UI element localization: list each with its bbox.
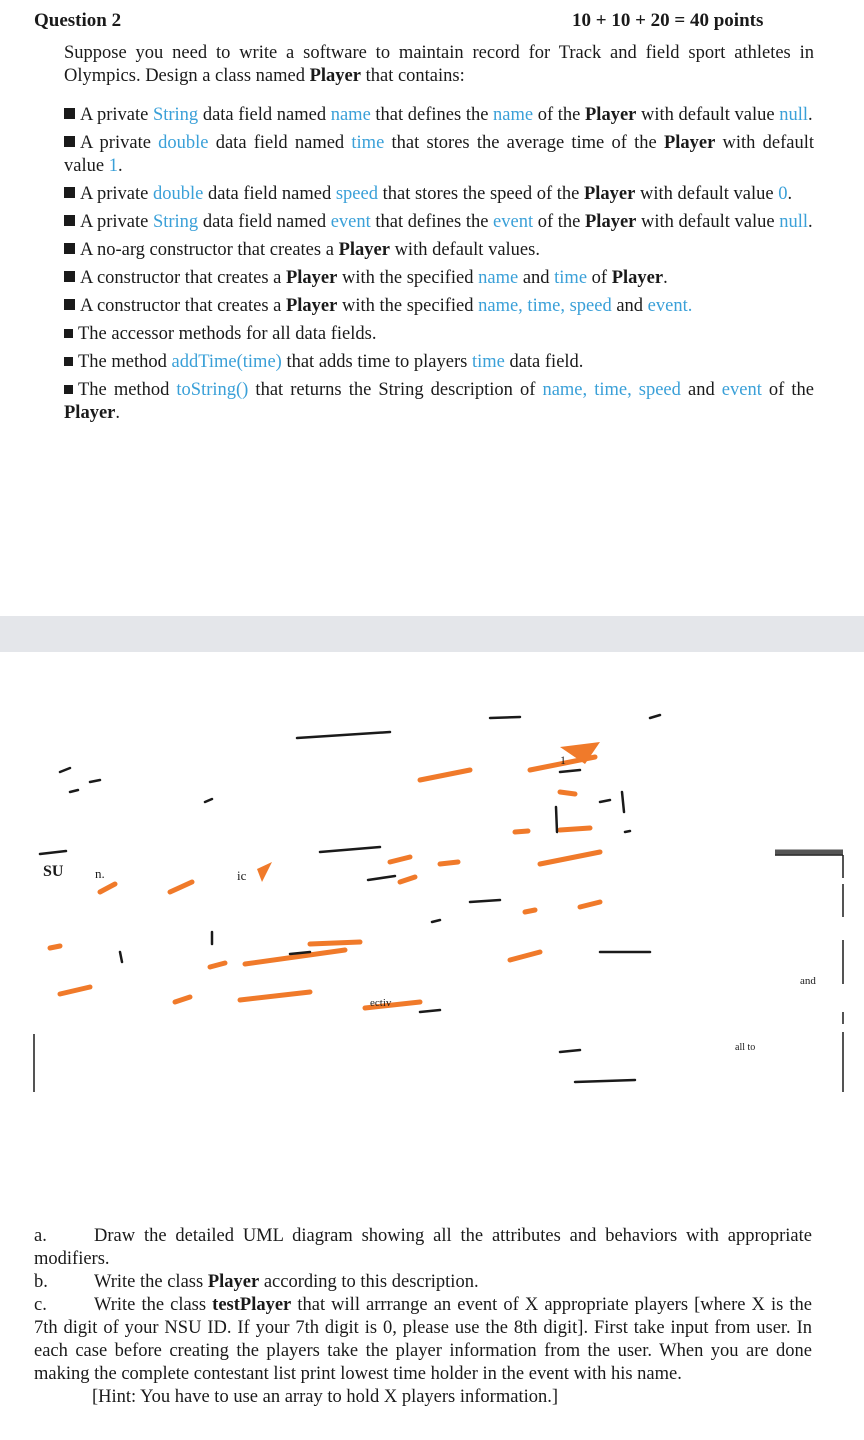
- artifact-text-all-to: all to: [735, 1042, 756, 1053]
- task-parts: [34, 1225, 812, 1409]
- part-a: a. Draw the detailed UML diagram showing all the attributes and behaviors with appropriate modifiers.: [34, 1226, 812, 1269]
- intro-paragraph: Suppose you need to write a software to maintain record for Track and field sport athletes in Olympics. Design a class named Player that contains:: [64, 43, 814, 86]
- part-b: b. Write the class Player according to this description.: [34, 1272, 479, 1292]
- question-title: Question 2: [34, 10, 122, 31]
- list-item: A private double data field named time that stores the average time of the Player with default value 1.: [64, 133, 814, 176]
- hint-text: [Hint: You have to use an array to hold X players information.]: [92, 1387, 559, 1407]
- artifact-text-su: SU: [43, 863, 64, 880]
- list-item: The method toString() that returns the String description of name, time, speed and event of the Player.: [64, 380, 814, 423]
- page-divider: [0, 616, 864, 652]
- list-item: A private String data field named name that defines the name of the Player with default value null.: [64, 104, 814, 127]
- points-breakdown: 10 + 10 + 20 = 40 points: [572, 10, 764, 31]
- artifact-text-ectiv: ectiv: [370, 997, 392, 1009]
- list-item: A constructor that creates a Player with the specified name and time of Player.: [64, 267, 814, 290]
- bullet-square-icon: [64, 329, 73, 338]
- list-item: A private String data field named event that defines the event of the Player with default value null.: [64, 211, 814, 234]
- list-item: The accessor methods for all data fields.: [64, 323, 814, 346]
- bullet-square-icon: [64, 187, 75, 198]
- artifact-text-and: and: [800, 975, 816, 987]
- artifact-text-ic: ic: [237, 868, 247, 883]
- bullet-square-icon: [64, 215, 75, 226]
- requirements-list: [64, 104, 814, 430]
- artifact-text-one: 1: [560, 753, 566, 767]
- bullet-square-icon: [64, 357, 73, 366]
- bullet-square-icon: [64, 108, 75, 119]
- bullet-square-icon: [64, 243, 75, 254]
- list-item: The method addTime(time) that adds time to players time data field.: [64, 351, 814, 374]
- bullet-square-icon: [64, 136, 75, 147]
- bullet-square-icon: [64, 385, 73, 394]
- bullet-square-icon: [64, 299, 75, 310]
- list-item: A constructor that creates a Player with the specified name, time, speed and event.: [64, 295, 814, 318]
- rendering-artifact-region: [0, 652, 864, 1092]
- bullet-square-icon: [64, 271, 75, 282]
- list-item: A private double data field named speed that stores the speed of the Player with default value 0.: [64, 183, 814, 206]
- part-c: c. Write the class testPlayer that will arrrange an event of X appropriate players [where X is the 7th digit of your NSU ID. If your 7th digit is 0, please use the 8th digit]. First take input from user. In each case before creating the players take the player information from the user. When you are done making the complete contestant list print lowest time holder in the event with his name.: [34, 1295, 813, 1384]
- list-item: A no-arg constructor that creates a Player with default values.: [64, 239, 814, 262]
- artifact-text-n: n.: [95, 866, 105, 881]
